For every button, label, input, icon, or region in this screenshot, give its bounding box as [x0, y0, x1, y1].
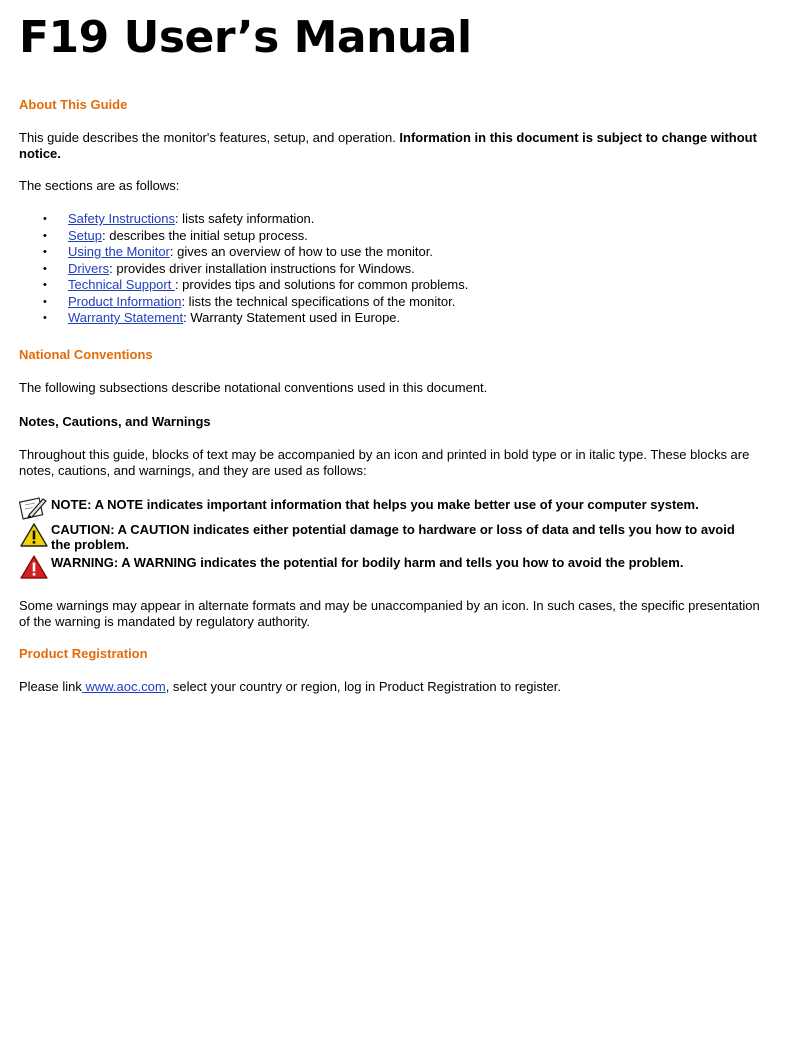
registration-text	[19, 679, 561, 695]
list-item-desc: : gives an overview of how to use the monitor.	[169, 244, 433, 259]
bullet-icon: •	[43, 246, 47, 258]
list-item-desc: : Warranty Statement used in Europe.	[183, 310, 401, 325]
list-item-desc: : provides tips and solutions for common problems.	[174, 277, 469, 292]
conventions-intro: The following subsections describe notational conventions used in this document.	[19, 380, 488, 395]
registration-heading: Product Registration	[19, 646, 148, 661]
alternate-formats-text: Some warnings may appear in alternate formats and may be unaccompanied by an icon. In such cases, the specific presentation of the warning is mandated by regulatory authority.	[19, 598, 760, 629]
sections-intro: The sections are as follows:	[19, 178, 180, 193]
caution-block	[19, 522, 759, 554]
about-intro-text: This guide describes the monitor's features, setup, and operation.	[19, 130, 400, 145]
note-pencil-icon	[19, 496, 47, 523]
bullet-icon: •	[43, 229, 47, 242]
about-intro	[19, 130, 759, 162]
drivers-link[interactable]: Drivers	[68, 260, 110, 276]
list-item	[19, 244, 759, 261]
warning-text: WARNING: A WARNING indicates the potential for bodily harm and tells you how to avoid the problem.	[51, 555, 684, 570]
list-item-desc: : lists the technical specifications of the monitor.	[181, 293, 456, 309]
list-item-desc: : provides driver installation instructions for Windows.	[109, 260, 415, 276]
list-item	[19, 211, 759, 228]
warning-block	[19, 555, 759, 583]
safety-instructions-link[interactable]: Safety Instructions	[68, 211, 175, 226]
list-item	[19, 261, 759, 278]
change-notice: Information in this document is subject to change without notice.	[19, 130, 757, 161]
bullet-icon: •	[43, 312, 47, 324]
technical-support-link[interactable]: Technical Support	[68, 277, 175, 292]
list-item	[19, 277, 759, 294]
list-item-desc: : describes the initial setup process.	[101, 227, 308, 243]
notes-cautions-warnings-heading: Notes, Cautions, and Warnings	[19, 414, 211, 429]
caution-triangle-icon	[19, 522, 49, 551]
bullet-icon: •	[43, 279, 47, 291]
aoc-website-link[interactable]: www.aoc.com	[81, 679, 166, 694]
using-the-monitor-link[interactable]: Using the Monitor	[68, 244, 170, 259]
list-item	[19, 310, 759, 327]
bullet-icon: •	[43, 295, 47, 308]
note-text: NOTE: A NOTE indicates important information that helps you make better use of your computer system.	[51, 497, 699, 512]
bullet-icon: •	[43, 262, 47, 275]
list-item	[19, 294, 759, 311]
warranty-statement-link[interactable]: Warranty Statement	[68, 310, 184, 325]
list-item	[19, 228, 759, 245]
product-information-link[interactable]: Product Information	[68, 293, 182, 309]
about-heading: About This Guide	[19, 97, 128, 112]
page-title: F19 User’s Manual	[19, 12, 472, 63]
registration-after: , select your country or region, log in Product Registration to register.	[165, 679, 561, 694]
list-item-desc: : lists safety information.	[174, 211, 315, 226]
conventions-heading: National Conventions	[19, 347, 153, 362]
warning-triangle-icon	[19, 554, 49, 583]
sections-list	[19, 211, 759, 327]
conventions-body: Throughout this guide, blocks of text may be accompanied by an icon and printed in bold type or in italic type. These blocks are notes, cautions, and warnings, and they are used as follows:	[19, 447, 750, 478]
note-block	[19, 497, 759, 521]
caution-text: CAUTION: A CAUTION indicates either potential damage to hardware or loss of data and tells you how to avoid the problem.	[51, 522, 735, 552]
bullet-icon: •	[43, 213, 47, 225]
registration-before: Please link	[19, 679, 82, 694]
setup-link[interactable]: Setup	[68, 227, 102, 243]
